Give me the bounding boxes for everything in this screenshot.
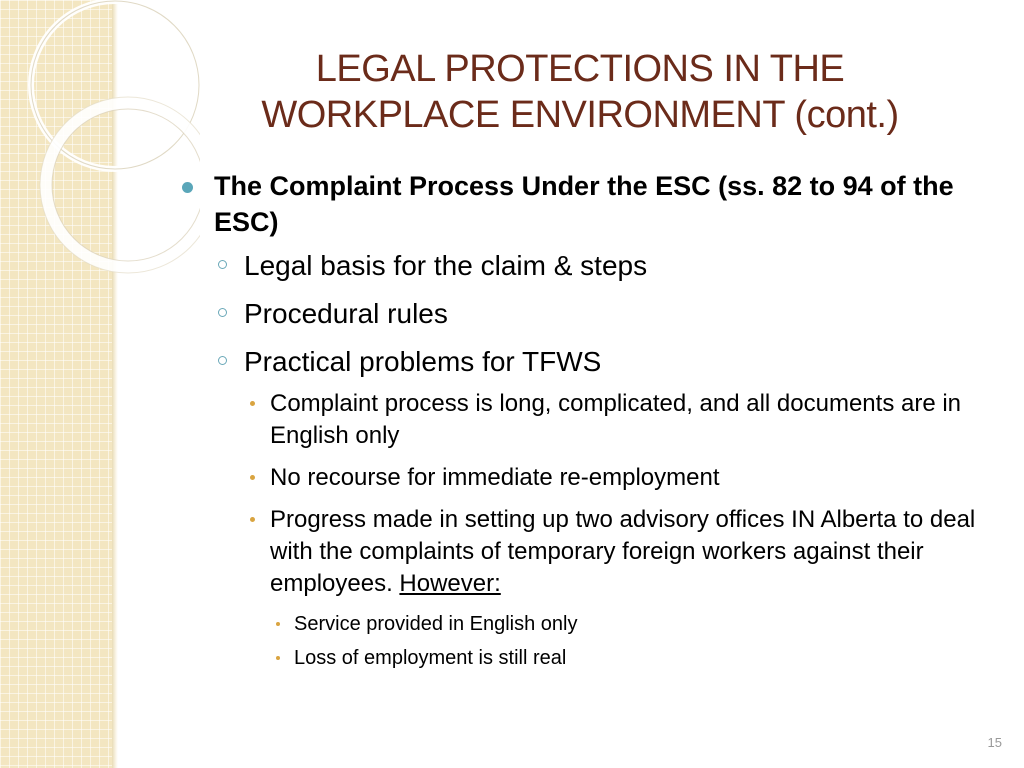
small-dot-bullet-icon (276, 622, 280, 626)
sub-bullet-item (180, 296, 990, 332)
hollow-circle-bullet-icon (218, 308, 227, 317)
hollow-circle-bullet-icon (218, 260, 227, 269)
problem-text: Complaint process is long, complicated, and all documents are in English only (270, 390, 962, 449)
filled-circle-bullet-icon (182, 182, 193, 193)
however-item (180, 644, 990, 672)
however-item-text: Loss of employment is still real (294, 647, 567, 669)
problem-item (180, 462, 990, 494)
side-panel-edge (112, 0, 118, 768)
sub-bullet-text: Practical problems for TFWS (244, 346, 602, 377)
slide-title (150, 46, 1010, 138)
dot-bullet-icon (250, 401, 255, 406)
decorative-side-panel (0, 0, 112, 768)
page-number: 15 (987, 735, 1002, 750)
however-item-text: Service provided in English only (294, 613, 578, 635)
sub-bullet-text: Legal basis for the claim & steps (244, 250, 648, 281)
title-line-2: WORKPLACE ENVIRONMENT (cont.) (261, 94, 899, 136)
sub-bullet-text: Procedural rules (244, 298, 448, 329)
title-line-1: LEGAL PROTECTIONS IN THE (315, 48, 845, 90)
slide-content (180, 168, 990, 678)
progress-text: Progress made in setting up two advisory offices IN Alberta to deal with the complaints of temporary foreign workers against their employees. (270, 506, 976, 597)
hollow-circle-bullet-icon (218, 356, 227, 365)
small-dot-bullet-icon (276, 656, 280, 660)
dot-bullet-icon (250, 517, 255, 522)
however-item (180, 610, 990, 638)
sub-bullet-item (180, 344, 990, 380)
problem-item (180, 388, 990, 452)
main-bullet-item (180, 168, 990, 240)
dot-bullet-icon (250, 475, 255, 480)
sub-bullet-item (180, 248, 990, 284)
problem-text: No recourse for immediate re-employment (270, 464, 720, 491)
however-label: However: (399, 570, 501, 597)
main-bullet-text: The Complaint Process Under the ESC (ss. 82 to 94 of the ESC) (214, 171, 954, 237)
problem-item (180, 504, 990, 600)
